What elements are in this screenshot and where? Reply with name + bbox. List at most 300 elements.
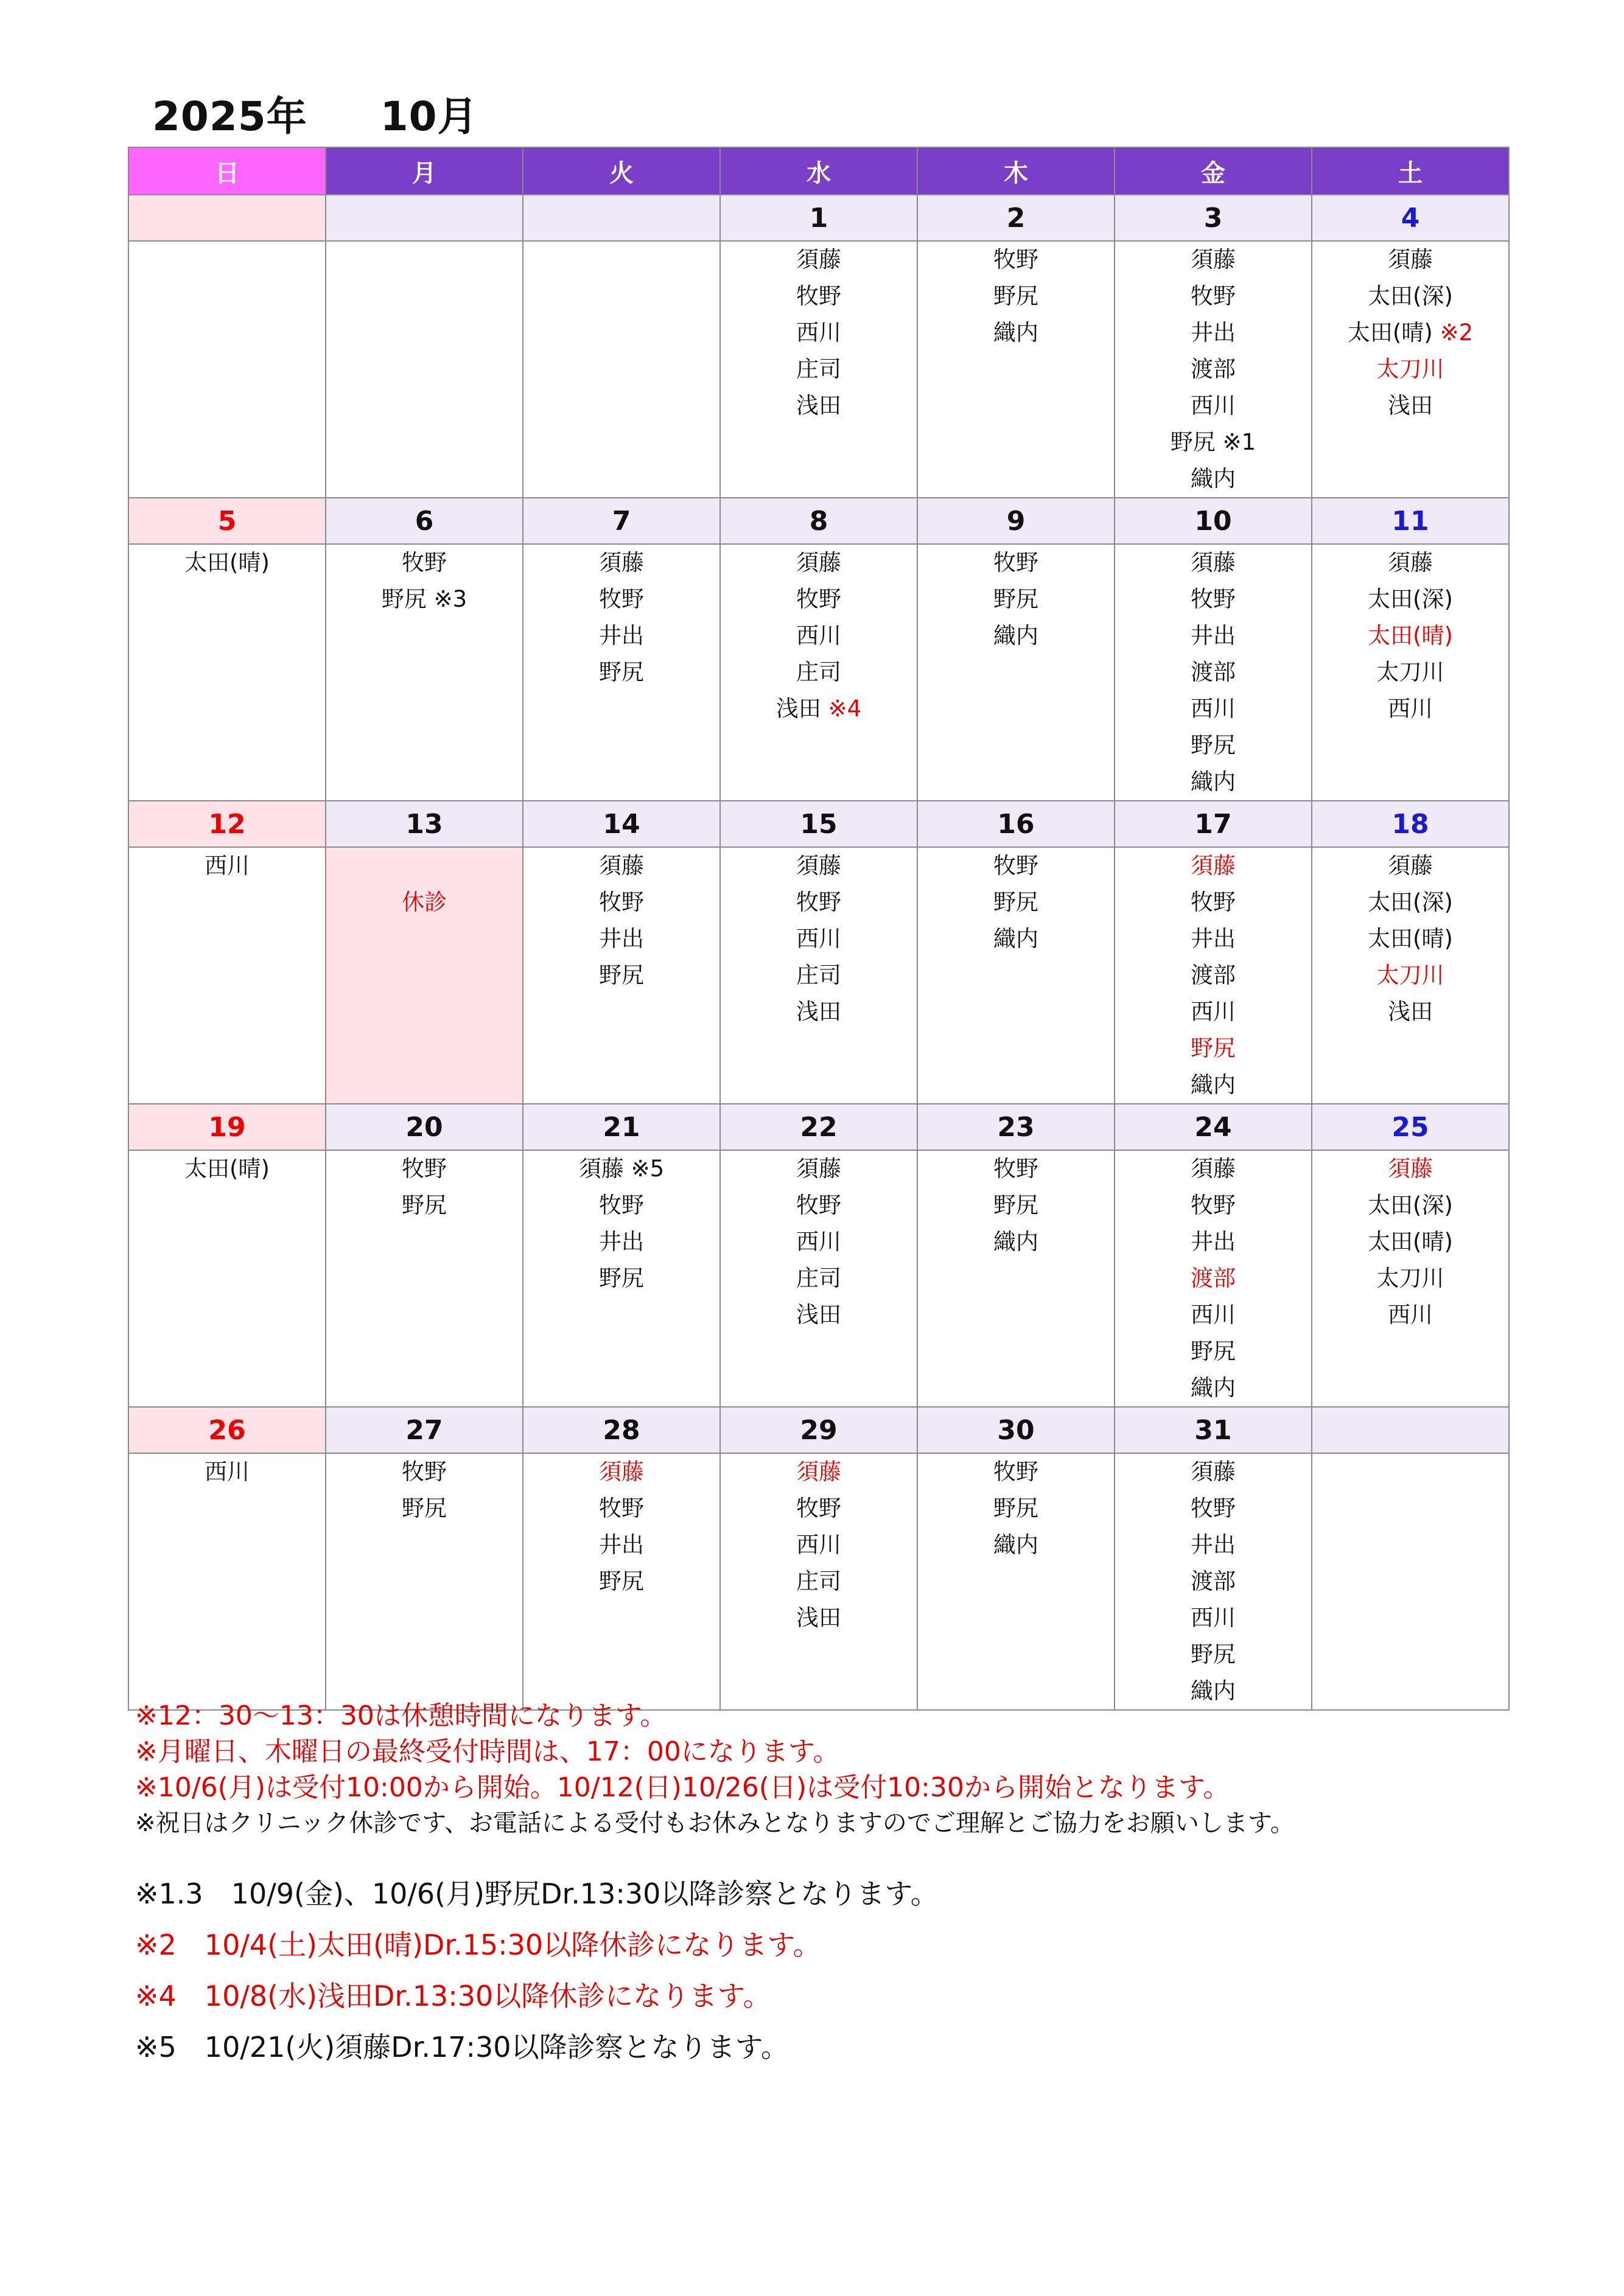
- doctor-name: [918, 1151, 1114, 1187]
- doctor-text: 井出: [599, 926, 644, 952]
- doctor-name: [1312, 691, 1508, 727]
- doctor-text: 野尻: [599, 962, 644, 988]
- schedule-row: [128, 544, 1509, 801]
- day-cell: [1312, 241, 1509, 498]
- day-cell: [917, 1150, 1115, 1407]
- date-number: 20: [326, 1104, 523, 1150]
- doctor-name: [721, 1454, 917, 1490]
- day-cell: [128, 1453, 326, 1710]
- doctor-name: [918, 618, 1114, 654]
- doctor-text: 渡部: [1191, 962, 1236, 988]
- title-month: 10月: [380, 93, 478, 140]
- doctor-name: [1115, 1333, 1311, 1370]
- doctor-name: [721, 957, 917, 994]
- doctor-name: [721, 1527, 917, 1563]
- doctor-name: [1115, 388, 1311, 424]
- doctor-text: 井出: [1191, 623, 1236, 649]
- doctor-text: 太刀川: [1376, 356, 1444, 382]
- date-number: 30: [917, 1407, 1115, 1453]
- doctor-text: 西川: [1191, 1605, 1236, 1631]
- date-number: 4: [1312, 195, 1509, 241]
- doctor-name: [129, 848, 325, 884]
- date-number: [523, 195, 720, 241]
- doctor-text: 太田(深): [1368, 586, 1453, 612]
- doctor-text: 牧野: [599, 1495, 644, 1521]
- date-number: 18: [1312, 801, 1509, 847]
- weekday-saturday: 土: [1312, 147, 1509, 195]
- doctor-text: 牧野: [993, 1156, 1038, 1182]
- doctor-text: 牧野: [402, 1156, 447, 1182]
- weekday-thursday: 木: [917, 147, 1115, 195]
- day-cell: [917, 1453, 1115, 1710]
- date-number: 27: [326, 1407, 523, 1453]
- doctor-text: 牧野: [1191, 586, 1236, 612]
- doctor-name: [1115, 1563, 1311, 1600]
- doctor-text: 牧野: [796, 889, 841, 915]
- doctor-text: 野尻: [599, 1265, 644, 1291]
- day-cell: [326, 544, 523, 801]
- day-cell: [326, 1150, 523, 1407]
- doctor-name: [918, 1527, 1114, 1563]
- doctor-name: [918, 545, 1114, 581]
- doctor-name: [721, 1151, 917, 1187]
- doctor-name: [918, 921, 1114, 957]
- doctor-name: [129, 1454, 325, 1490]
- footnotes-block: [135, 1868, 939, 2073]
- doctor-text: 須藤 ※5: [578, 1156, 665, 1182]
- doctor-name: [326, 1454, 522, 1490]
- doctor-text: 織内: [993, 926, 1038, 952]
- doctor-text: 渡部: [1191, 1568, 1236, 1594]
- day-cell: [523, 1150, 720, 1407]
- doctor-name: [1312, 1224, 1508, 1260]
- doctor-name: [1312, 654, 1508, 691]
- doctor-text: 牧野: [1191, 889, 1236, 915]
- doctor-text: 織内: [993, 319, 1038, 346]
- day-cell: [720, 544, 917, 801]
- schedule-row: [128, 1150, 1509, 1407]
- date-row: [128, 195, 1509, 241]
- date-number: 19: [128, 1104, 326, 1150]
- doctor-text: 太田(晴): [1368, 1229, 1453, 1255]
- note-break-time: ※12：30～13：30は休憩時間になります。: [135, 1700, 667, 1731]
- day-cell: [917, 241, 1115, 498]
- date-number: 2: [917, 195, 1115, 241]
- doctor-text: 太刀川: [1376, 1265, 1444, 1291]
- doctor-name: [523, 1224, 719, 1260]
- doctor-text: 野尻: [993, 586, 1038, 612]
- day-cell: [128, 1150, 326, 1407]
- weekday-monday: 月: [326, 147, 523, 195]
- date-number: 29: [720, 1407, 917, 1453]
- title-year: 2025年: [152, 93, 307, 140]
- doctor-text: 野尻: [993, 889, 1038, 915]
- doctor-name: [1312, 315, 1508, 351]
- date-number: 11: [1312, 498, 1509, 544]
- doctor-name: [326, 1187, 522, 1224]
- date-number: 25: [1312, 1104, 1509, 1150]
- doctor-name: [721, 351, 917, 388]
- doctor-text: 須藤: [599, 550, 644, 576]
- doctor-text: 須藤: [599, 1459, 644, 1485]
- doctor-text: 牧野: [1191, 1192, 1236, 1218]
- doctor-text: 庄司: [796, 1568, 841, 1594]
- day-cell: [720, 1150, 917, 1407]
- doctor-text: 織内: [993, 1532, 1038, 1558]
- date-number: 16: [917, 801, 1115, 847]
- doctor-text: 井出: [1191, 319, 1236, 346]
- doctor-name: [129, 545, 325, 581]
- schedule-row: [128, 241, 1509, 498]
- day-cell: [917, 847, 1115, 1104]
- doctor-name: [1312, 1297, 1508, 1333]
- doctor-name: [326, 1151, 522, 1187]
- doctor-text: 牧野: [993, 246, 1038, 273]
- doctor-text: 野尻: [402, 1192, 447, 1218]
- doctor-text: 須藤: [1191, 246, 1236, 273]
- doctor-name: [1115, 1151, 1311, 1187]
- doctor-name: [129, 1151, 325, 1187]
- doctor-name: [1115, 957, 1311, 994]
- doctor-name: [523, 1454, 719, 1490]
- doctor-text: 野尻: [599, 1568, 644, 1594]
- doctor-text: 浅田: [796, 1605, 841, 1631]
- day-cell: [1115, 241, 1312, 498]
- doctor-text: 庄司: [796, 356, 841, 382]
- doctor-name: [721, 242, 917, 278]
- doctor-text: 牧野: [796, 283, 841, 309]
- doctor-text: 須藤: [1388, 550, 1433, 576]
- day-cell: [523, 847, 720, 1104]
- weekday-wednesday: 水: [720, 147, 917, 195]
- date-number: 8: [720, 498, 917, 544]
- doctor-name: [326, 581, 522, 618]
- doctor-name: [1115, 921, 1311, 957]
- closed-label: [326, 884, 522, 921]
- doctor-name: [1115, 315, 1311, 351]
- doctor-name: [1115, 691, 1311, 727]
- doctor-text: 西川: [1388, 696, 1433, 722]
- doctor-name: [1115, 1224, 1311, 1260]
- doctor-text: 西川: [796, 1229, 841, 1255]
- doctor-text: 渡部: [1191, 659, 1236, 685]
- doctor-text: 須藤: [796, 246, 841, 273]
- doctor-name: [523, 1151, 719, 1187]
- date-number: 26: [128, 1407, 326, 1453]
- doctor-name: [1115, 654, 1311, 691]
- doctor-text: 野尻: [1191, 1641, 1236, 1667]
- doctor-name: [326, 545, 522, 581]
- doctor-text: 牧野: [402, 550, 447, 576]
- note-last-reception: ※月曜日、木曜日の最終受付時間は、17：00になります。: [135, 1736, 840, 1767]
- doctor-name: [1115, 1454, 1311, 1490]
- date-number: 31: [1115, 1407, 1312, 1453]
- day-cell: [326, 241, 523, 498]
- date-number: 23: [917, 1104, 1115, 1150]
- date-number: 1: [720, 195, 917, 241]
- date-number: 7: [523, 498, 720, 544]
- doctor-name: [1115, 727, 1311, 764]
- date-number: 21: [523, 1104, 720, 1150]
- doctor-name: [523, 921, 719, 957]
- doctor-text: 太田(深): [1368, 283, 1453, 309]
- footnote-4: ※4 10/8(水)浅田Dr.13:30以降休診になります。: [135, 1980, 771, 2012]
- doctor-name: [721, 1490, 917, 1527]
- weekday-friday: 金: [1115, 147, 1312, 195]
- day-cell: [720, 1453, 917, 1710]
- doctor-text: 須藤: [1388, 246, 1433, 273]
- date-number: 17: [1115, 801, 1312, 847]
- doctor-text: 織内: [1191, 769, 1236, 795]
- schedule-row: [128, 1453, 1509, 1710]
- doctor-name: [1312, 1151, 1508, 1187]
- doctor-text: 牧野: [1191, 1495, 1236, 1521]
- doctor-text: 西川: [796, 1532, 841, 1558]
- doctor-text: 西川: [1388, 1302, 1433, 1328]
- doctor-text: 浅田: [796, 393, 841, 419]
- doctor-name: [1115, 1260, 1311, 1297]
- doctor-text: 野尻: [599, 659, 644, 685]
- doctor-text: 須藤: [796, 1156, 841, 1182]
- date-number: [128, 195, 326, 241]
- doctor-text: 野尻: [993, 283, 1038, 309]
- doctor-name: [523, 884, 719, 921]
- doctor-name: [1115, 351, 1311, 388]
- doctor-name: [721, 994, 917, 1030]
- doctor-name: [1115, 848, 1311, 884]
- day-cell: [326, 847, 523, 1104]
- doctor-text: 浅田: [1388, 999, 1433, 1025]
- doctor-text: 太刀川: [1376, 962, 1444, 988]
- doctor-name: [1312, 1187, 1508, 1224]
- doctor-name: [523, 1187, 719, 1224]
- doctor-name: [1312, 618, 1508, 654]
- doctor-text: 須藤: [1191, 853, 1236, 879]
- doctor-text: 織内: [1191, 1678, 1236, 1704]
- doctor-name: [1115, 581, 1311, 618]
- doctor-text: 牧野: [796, 586, 841, 612]
- doctor-name: [721, 1297, 917, 1333]
- doctor-name: [1115, 1370, 1311, 1406]
- doctor-name: [721, 884, 917, 921]
- doctor-name: [1312, 1260, 1508, 1297]
- date-row: [128, 498, 1509, 544]
- doctor-name: [918, 278, 1114, 315]
- doctor-text: 太田(晴): [1368, 926, 1453, 952]
- doctor-name: [523, 1527, 719, 1563]
- doctor-name: [523, 618, 719, 654]
- doctor-name: [721, 1224, 917, 1260]
- doctor-text: 太田(深): [1368, 889, 1453, 915]
- day-cell: [1312, 1150, 1509, 1407]
- doctor-name: [918, 315, 1114, 351]
- doctor-name: [523, 545, 719, 581]
- doctor-name: [1312, 545, 1508, 581]
- doctor-text: 野尻 ※3: [381, 586, 467, 612]
- doctor-name: [1312, 994, 1508, 1030]
- doctor-text: 須藤: [796, 550, 841, 576]
- doctor-name: [1312, 921, 1508, 957]
- day-cell: [1115, 847, 1312, 1104]
- doctor-text: 織内: [993, 623, 1038, 649]
- doctor-name: [721, 848, 917, 884]
- date-number: 15: [720, 801, 917, 847]
- day-cell: [326, 1453, 523, 1710]
- doctor-name: [1115, 242, 1311, 278]
- doctor-text: 休診: [402, 889, 447, 915]
- schedule-row: [128, 847, 1509, 1104]
- doctor-text: 西川: [1191, 393, 1236, 419]
- doctor-name: [721, 278, 917, 315]
- doctor-name: [721, 618, 917, 654]
- day-cell: [1115, 1150, 1312, 1407]
- doctor-name: [918, 242, 1114, 278]
- day-cell: [1115, 1453, 1312, 1710]
- doctor-text: 織内: [1191, 466, 1236, 492]
- calendar-table: [128, 147, 1510, 1711]
- doctor-text: 井出: [1191, 1229, 1236, 1255]
- doctor-name: [918, 1454, 1114, 1490]
- date-number: 22: [720, 1104, 917, 1150]
- doctor-text: 須藤: [599, 853, 644, 879]
- doctor-text: 牧野: [796, 1495, 841, 1521]
- doctor-text: 西川: [1191, 1302, 1236, 1328]
- doctor-text: 野尻: [1191, 1338, 1236, 1364]
- date-number: [326, 195, 523, 241]
- footnote-marker: ※4: [828, 696, 862, 722]
- doctor-name: [721, 1563, 917, 1600]
- doctor-name: [1115, 1490, 1311, 1527]
- doctor-name: [1115, 618, 1311, 654]
- day-cell: [1312, 544, 1509, 801]
- weekday-tuesday: 火: [523, 147, 720, 195]
- doctor-name: [1115, 1297, 1311, 1333]
- doctor-name: [918, 1490, 1114, 1527]
- doctor-text: 井出: [599, 1532, 644, 1558]
- doctor-name: [1312, 351, 1508, 388]
- doctor-text: 牧野: [993, 550, 1038, 576]
- doctor-text: 西川: [205, 853, 250, 879]
- day-cell: [720, 847, 917, 1104]
- doctor-name: [523, 1490, 719, 1527]
- doctor-name: [918, 884, 1114, 921]
- page-title: [152, 84, 478, 142]
- date-number: [1312, 1407, 1509, 1453]
- doctor-text: 野尻 ※1: [1170, 429, 1256, 455]
- doctor-name: [1312, 884, 1508, 921]
- doctor-text: 須藤: [796, 853, 841, 879]
- doctor-name: [523, 957, 719, 994]
- doctor-name: [918, 848, 1114, 884]
- doctor-text: 西川: [796, 319, 841, 346]
- doctor-text: 須藤: [796, 1459, 841, 1485]
- doctor-name: [1115, 545, 1311, 581]
- doctor-name: [1115, 1030, 1311, 1067]
- doctor-text: 庄司: [796, 962, 841, 988]
- date-number: 3: [1115, 195, 1312, 241]
- doctor-name: [1115, 764, 1311, 800]
- weekday-sunday: 日: [128, 147, 326, 195]
- date-number: 14: [523, 801, 720, 847]
- date-number: 13: [326, 801, 523, 847]
- date-number: 9: [917, 498, 1115, 544]
- doctor-text: 太刀川: [1376, 659, 1444, 685]
- doctor-name: [523, 848, 719, 884]
- doctor-name: [918, 581, 1114, 618]
- doctor-text: 野尻: [993, 1192, 1038, 1218]
- doctor-name: [523, 1260, 719, 1297]
- doctor-text: 浅田: [796, 999, 841, 1025]
- doctor-name: [721, 545, 917, 581]
- note-reception-start: ※10/6(月)は受付10:00から開始。10/12(日)10/26(日)は受付10:30から開始となります。: [135, 1772, 1230, 1803]
- doctor-text: 牧野: [796, 1192, 841, 1218]
- note-holiday: ※祝日はクリニック休診です、お電話による受付もお休みとなりますのでご理解とご協力をお願いします。: [135, 1809, 1295, 1837]
- doctor-text: 野尻: [1191, 732, 1236, 758]
- doctor-text: 牧野: [993, 853, 1038, 879]
- doctor-text: 浅田: [796, 1302, 841, 1328]
- date-row: [128, 801, 1509, 847]
- doctor-name: [721, 581, 917, 618]
- date-number: 10: [1115, 498, 1312, 544]
- doctor-text: 牧野: [599, 1192, 644, 1218]
- footnote-marker: ※2: [1440, 319, 1474, 346]
- doctor-name: [1115, 1067, 1311, 1103]
- doctor-text: 庄司: [796, 1265, 841, 1291]
- day-cell: [1312, 847, 1509, 1104]
- doctor-name: [1115, 461, 1311, 497]
- doctor-text: 西川: [205, 1459, 250, 1485]
- doctor-text: 野尻: [993, 1495, 1038, 1521]
- doctor-text: 織内: [1191, 1375, 1236, 1401]
- doctor-text: 庄司: [796, 659, 841, 685]
- date-number: 5: [128, 498, 326, 544]
- day-cell: [523, 544, 720, 801]
- doctor-text: 井出: [1191, 926, 1236, 952]
- doctor-name: [1115, 994, 1311, 1030]
- doctor-text: 須藤: [1191, 1156, 1236, 1182]
- day-cell: [128, 544, 326, 801]
- doctor-text: 渡部: [1191, 1265, 1236, 1291]
- doctor-text: 太田(晴): [1347, 319, 1440, 346]
- doctor-name: [1115, 1600, 1311, 1636]
- date-number: 6: [326, 498, 523, 544]
- doctor-name: [918, 1187, 1114, 1224]
- doctor-name: [326, 1490, 522, 1527]
- doctor-name: [721, 388, 917, 424]
- doctor-name: [523, 1563, 719, 1600]
- doctor-name: [1312, 581, 1508, 618]
- doctor-name: [1115, 424, 1311, 461]
- doctor-text: 井出: [599, 623, 644, 649]
- doctor-text: 織内: [993, 1229, 1038, 1255]
- doctor-name: [1115, 1527, 1311, 1563]
- doctor-name: [1312, 388, 1508, 424]
- doctor-text: 牧野: [599, 889, 644, 915]
- doctor-text: 浅田: [775, 696, 828, 722]
- doctor-name: [523, 581, 719, 618]
- day-cell: [523, 241, 720, 498]
- day-cell: [917, 544, 1115, 801]
- doctor-text: 太田(晴): [184, 1156, 270, 1182]
- doctor-text: 西川: [796, 623, 841, 649]
- notes-block: [135, 1698, 1295, 1841]
- date-number: 12: [128, 801, 326, 847]
- day-cell: [1312, 1453, 1509, 1710]
- doctor-name: [721, 1600, 917, 1636]
- doctor-text: 織内: [1191, 1072, 1236, 1098]
- doctor-text: 西川: [1191, 696, 1236, 722]
- doctor-text: 太田(深): [1368, 1192, 1453, 1218]
